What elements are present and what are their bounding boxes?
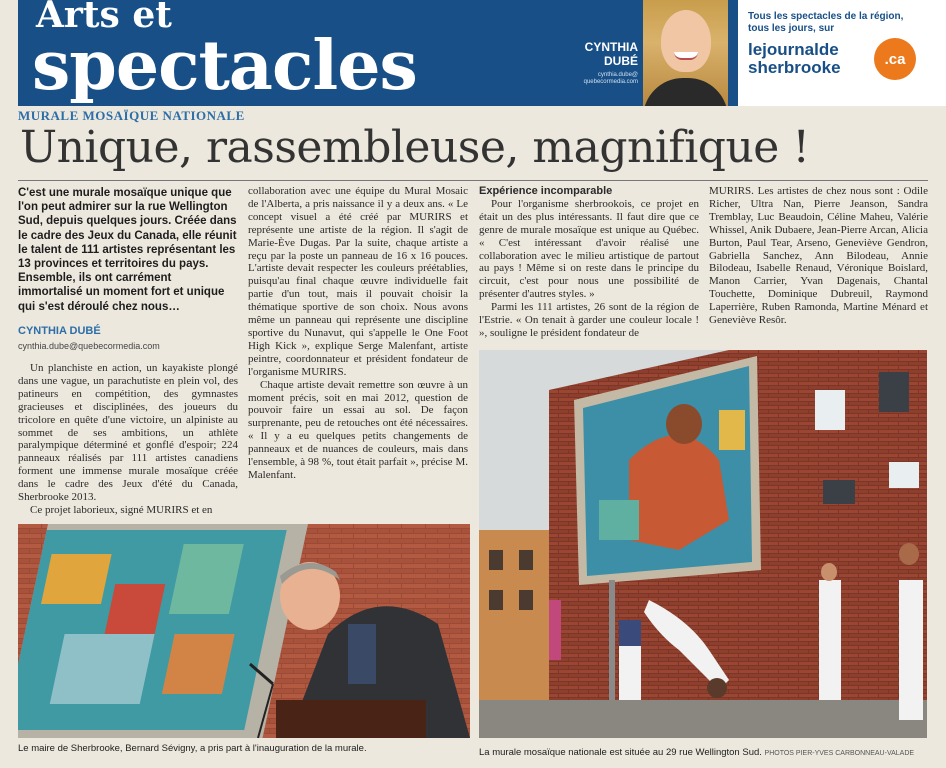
byline-email[interactable]: cynthia.dube@quebecormedia.com: [18, 341, 160, 351]
paragraph: Un planchiste en action, un kayakiste plongé dans une vague, un parachutiste en plein vol, des patineurs en compétition, des gymnastes gracieuses et disciplinées, des joueurs du tricolore en quête d'une victoire, un alpiniste au sommet de ses ambitions, un athlète paralympique déterminé et gonflé d'espoir; 224 panneaux réalisés par 111 artistes canadiens forment une immense murale mosaïque créée dans le cadre des Jeux d'été du Canada, Sherbrooke 2013.: [18, 362, 238, 504]
section-title-block: [18, 0, 738, 106]
article-column-3: [479, 185, 699, 340]
columnist-email: cynthia.dube@ quebecormedia.com: [583, 72, 638, 85]
photo-mayor-caption: Le maire de Sherbrooke, Bernard Sévigny, a pris part à l'inauguration de la murale.: [18, 743, 367, 754]
paragraph: MURIRS. Les artistes de chez nous sont : Odile Richer, Ultra Nan, Pierre Jeanson, Sandra Tremblay, Luc Beaudoin, Céline Maheu, Valérie Whissel, Anik Dubaere, Jean-Pierre Arcan, Alicia Burton, Paul Tear, Arseno, Geneviève Gendron, Gabriella Sanchez, Ann Bilodeau, Annie Bilodeau, Isabelle Renaud, Véronique Boislard, Manon Carrier, Yvan Dagenais, Chantal Touchette, Dominique Dubreuil, Raymond Laperrière, Ruben Ramonda, Martine Ménard et Geneviève Resôr.: [709, 185, 928, 327]
photo-mayor-image: [18, 524, 470, 738]
article-subhead: Expérience incomparable: [479, 185, 613, 197]
photo-mural-image: [479, 350, 927, 738]
article-lead: C'est une murale mosaïque unique que l'on peut admirer sur la rue Wellington Sud, depuis quelques jours. Créée dans le cadre des Jeux du Canada, elle réunit le talent de 111 artistes représentant les 13 provinces et territoires du pays. Ensemble, ils ont carrément immortalisé un moment fort et unique qui s'est déroulé chez nous…: [18, 187, 237, 313]
photo-mayor: [18, 524, 470, 738]
divider: [18, 180, 928, 181]
section-banner: [18, 0, 946, 106]
paragraph: Ce projet laborieux, signé MURIRS et en: [30, 503, 213, 516]
brand-logo-line2: sherbrooke: [748, 58, 841, 77]
section-title-line2: spectacles: [32, 26, 417, 106]
promo-block[interactable]: [738, 0, 946, 106]
photo-credit: PHOTOS PIER-YVES CARBONNEAU-VALADE: [764, 750, 915, 757]
paragraph: Parmi les 111 artistes, 26 sont de la région de l'Estrie. « On tenait à garder une couleur locale ! », souligne le président fondateur de: [479, 301, 699, 339]
paragraph: Chaque artiste devait remettre son œuvre à un moment précis, soit en mai 2012, question de pouvoir faire un essai au sol. De façon surprenante, peu de retouches ont été nécessaires. « Il y a eu quelques petits changements de panneaux et de nuances de couleurs, mais dans l'ensemble, à 98 %, tout était parfait », précise M. Malenfant.: [248, 378, 468, 481]
columnist-name: CYNTHIA DUBÉ: [584, 40, 638, 68]
brand-ca-badge: .ca: [874, 38, 916, 80]
article-column-2: [248, 185, 468, 482]
byline: CYNTHIA DUBÉ: [18, 325, 101, 337]
brand-logo-line1: lejournalde: [748, 40, 839, 59]
columnist-portrait: [643, 0, 728, 106]
article-column-4: [709, 185, 928, 327]
article-column-1: [18, 362, 238, 517]
article-headline: Unique, rassembleuse, magnifique !: [20, 122, 810, 173]
photo-mural: [479, 350, 927, 738]
paragraph: collaboration avec une équipe du Mural Mosaic de l'Alberta, a pris naissance il y a deux ans. « Le concept visuel a été créé par MURIRS et représente une artiste de la région. Il s'agit de Marie-Ève Dugas. Par la suite, chaque artiste a reçu par la poste un panneau de 16 x 16 pouces. L'artiste devait respecter les couleurs préétablies, puisqu'au final chaque œuvre individuelle fait partie d'un tout, mais il pouvait choisir la thématique sportive de son choix. Nous avons même un panneau qui représente une discipline sportive du Nunavut, qui s'appelle le One Foot High Kick », explique Serge Malenfant, artiste peintre, coordonnateur et président fondateur de l'organisme MURIRS.: [248, 185, 468, 378]
paragraph: Pour l'organisme sherbrookois, ce projet en était un des plus intéressants. Il faut dire que ce genre de murale mosaïque est unique au Québec. « C'est intéressant d'avoir réalisé une collaboration avec le milieu artistique de partout au pays ! Même si on reste dans le principe du circuit, c'est pour nous une possibilité de présenter d'autres styles. »: [479, 197, 699, 301]
photo-mural-caption: La murale mosaïque nationale est située au 29 rue Wellington Sud. PHOTOS PIER-YVES CARBONNEAU-VALADE: [479, 747, 915, 758]
article-kicker: MURALE MOSAÏQUE NATIONALE: [18, 108, 245, 123]
promo-tagline: Tous les spectacles de la région, tous les jours, sur: [748, 11, 904, 34]
section-title-line1: Arts et: [36, 0, 172, 36]
